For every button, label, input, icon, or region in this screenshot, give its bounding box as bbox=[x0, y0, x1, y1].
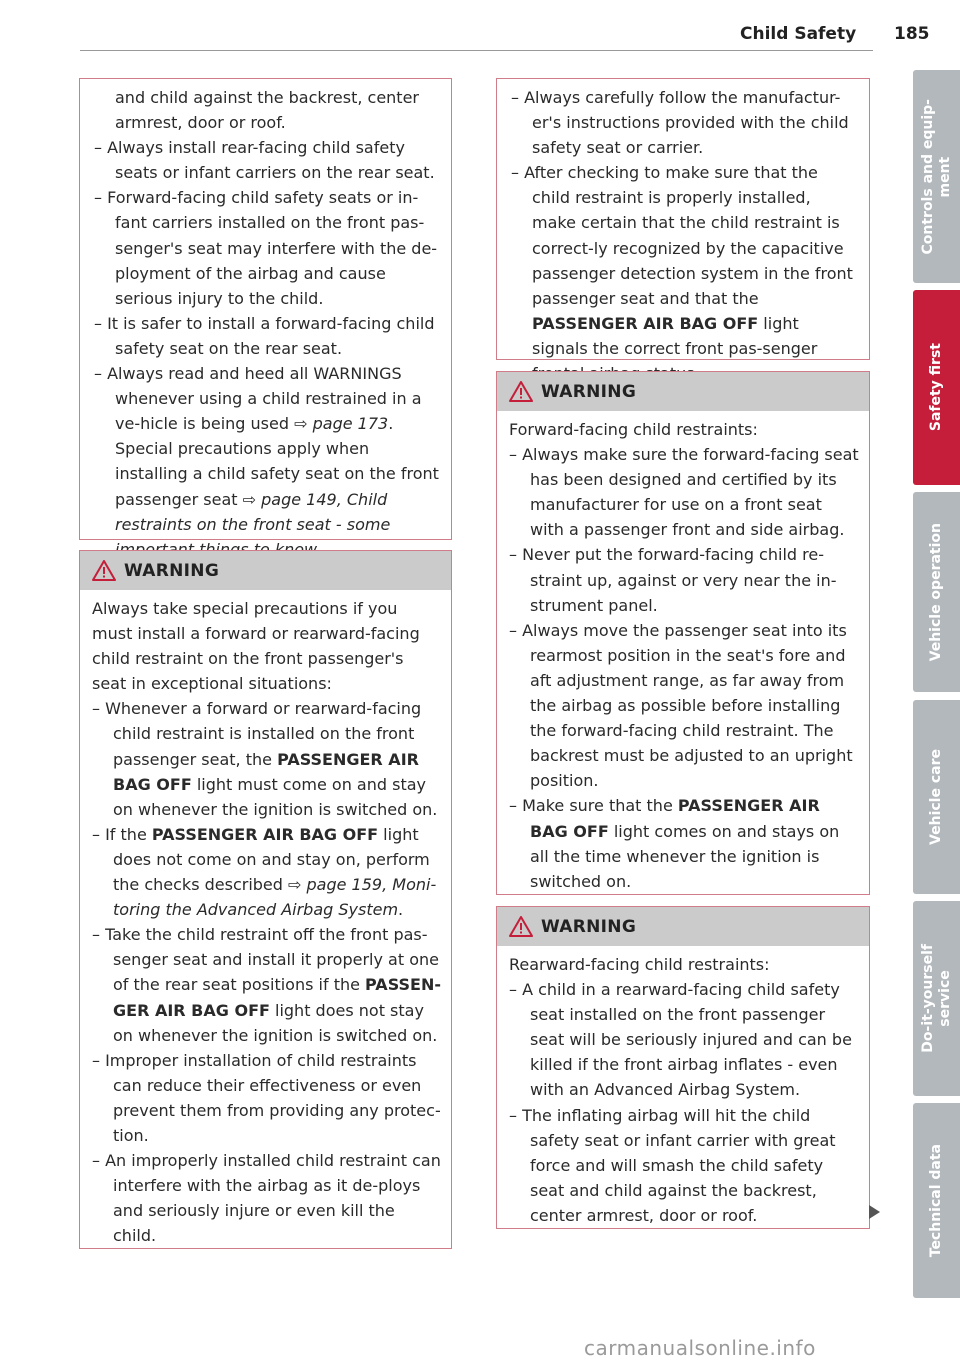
warning-triangle-icon bbox=[92, 560, 116, 581]
left-warning-box bbox=[79, 550, 452, 1249]
list-item: – Whenever a forward or rearward-facing child restraint is installed on the front passenger seat, the PASSENGER AIR BAG OFF light must come on and stay on whenever the ignition is switched on. bbox=[92, 699, 438, 819]
list-item: – The inflating airbag will hit the child safety seat or infant carrier with great force and will smash the child safety seat and child against the backrest, center armrest, door or roof. bbox=[509, 1105, 836, 1225]
warning-heading: WARNING bbox=[124, 560, 220, 581]
page-reference-link[interactable]: ⇨ page 159, Moni-toring the Advanced Airbag System bbox=[113, 875, 437, 920]
list-item: – If the PASSENGER AIR BAG OFF light does not come on and stay on, perform the checks described ⇨ page 159, Moni-toring the Advanced Airbag System. bbox=[92, 824, 437, 920]
list-item: – Improper installation of child restraints can reduce their effectiveness or even prevent them from providing any protec-tion. bbox=[92, 1050, 441, 1145]
page-reference-link[interactable]: ⇨ page 149, Child restraints on the front seat - some bbox=[115, 489, 391, 534]
chapter-tabs bbox=[913, 70, 960, 1300]
header-rule bbox=[80, 50, 873, 51]
list-item: – Make sure that the PASSENGER AIR BAG OFF light comes on and stays on all the time whenever the ignition is switched on. bbox=[509, 796, 840, 891]
warning-heading: WARNING bbox=[541, 381, 637, 402]
list-item: – Always carefully follow the manufactur-er's instructions provided with the child safety seat or carrier. bbox=[511, 88, 849, 158]
list-item: – A child in a rearward-facing child safety seat installed on the front passenger seat will be seriously injured and can be killed if the front airbag inflates - even with an Advanced Airbag System. bbox=[509, 980, 852, 1100]
warning-triangle-icon bbox=[509, 381, 533, 402]
page-reference-link[interactable]: ⇨ page 173 bbox=[294, 414, 389, 434]
warning-header bbox=[497, 907, 869, 946]
list-item: – Always make sure the forward-facing seat has been designed and certified by its manufacturer for use on a front seat with a passenger front and side airbag. bbox=[509, 445, 859, 540]
warning-intro: Always take special precautions if you must install a forward or rearward-facing child restraint on the front passenger's seat in exceptional situations: bbox=[92, 599, 420, 694]
tab-technical-data[interactable]: Technical data bbox=[913, 1103, 960, 1298]
warning-header bbox=[497, 372, 869, 411]
list-item: – Always read and heed all WARNINGS whenever using a child restrained in a ve-hicle is being used ⇨ page 173. Special precautions apply when installing a child safety seat on the front passenger seat ⇨ page 149, Child restraints on the front seat - some bbox=[94, 361, 441, 562]
list-item: – Never put the forward-facing child re-straint up, against or very near the in-strument panel. bbox=[509, 545, 837, 615]
warning-intro: Rearward-facing child restraints: bbox=[509, 955, 770, 974]
tab-safety-first[interactable]: Safety first bbox=[913, 290, 960, 485]
tab-vehicle-care[interactable]: Vehicle care bbox=[913, 700, 960, 894]
section-title: Child Safety bbox=[740, 24, 857, 44]
list-item: – After checking to make sure that the child restraint is properly installed, make certain that the child restraint is correct-ly recognized by the capacitive passenger detection system in the front passenger seat and that the PASSENGER AIR BAG OFF light signals the correct front pas-senger bbox=[511, 163, 853, 358]
list-item: and child against the backrest, center armrest, door or roof. bbox=[115, 88, 419, 133]
forward-facing-warning-box bbox=[496, 371, 870, 895]
footer-watermark: carmanualsonline.info bbox=[584, 1336, 816, 1360]
list-item: – Take the child restraint off the front pas-senger seat and install it properly at one of the rear seat positions if the PASSEN-GER AIR BAG OFF light does not stay on whenever the ignition is switched on. bbox=[92, 925, 441, 1045]
list-item: – Always move the passenger seat into its rearmost position in the seat's fore and aft adjustment range, as far away from the airbag as possible before installing the forward-facing child restraint. The backrest must be adjusted to an upright position. bbox=[509, 620, 853, 791]
list-item: – It is safer to install a forward-facing child safety seat on the rear seat. bbox=[94, 313, 435, 358]
warning-intro: Forward-facing child restraints: bbox=[509, 420, 758, 439]
warning-heading: WARNING bbox=[541, 916, 637, 937]
tab-controls-and-equipment[interactable]: Controls and equip- ment bbox=[913, 70, 960, 283]
list-item: – An improperly installed child restraint can interfere with the airbag as it de-ploys and seriously injure or even kill the child. bbox=[92, 1151, 441, 1246]
warning-header bbox=[80, 551, 451, 590]
tab-do-it-yourself-service[interactable]: Do-it-yourself service bbox=[913, 901, 960, 1096]
page-number: 185 bbox=[894, 24, 930, 44]
tab-vehicle-operation[interactable]: Vehicle operation bbox=[913, 492, 960, 692]
rearward-facing-warning-box bbox=[496, 906, 870, 1229]
continue-arrow-icon bbox=[866, 1203, 882, 1221]
right-continuation-box bbox=[496, 78, 870, 360]
list-item: – Forward-facing child safety seats or in-fant carriers installed on the front pas-senger's seat may interfere with the de-ployment of the airbag and cause serious injury to the child. bbox=[94, 188, 438, 308]
left-continuation-box bbox=[79, 78, 452, 540]
warning-triangle-icon bbox=[509, 916, 533, 937]
list-item: – Always install rear-facing child safety seats or infant carriers on the rear seat. bbox=[94, 138, 435, 183]
